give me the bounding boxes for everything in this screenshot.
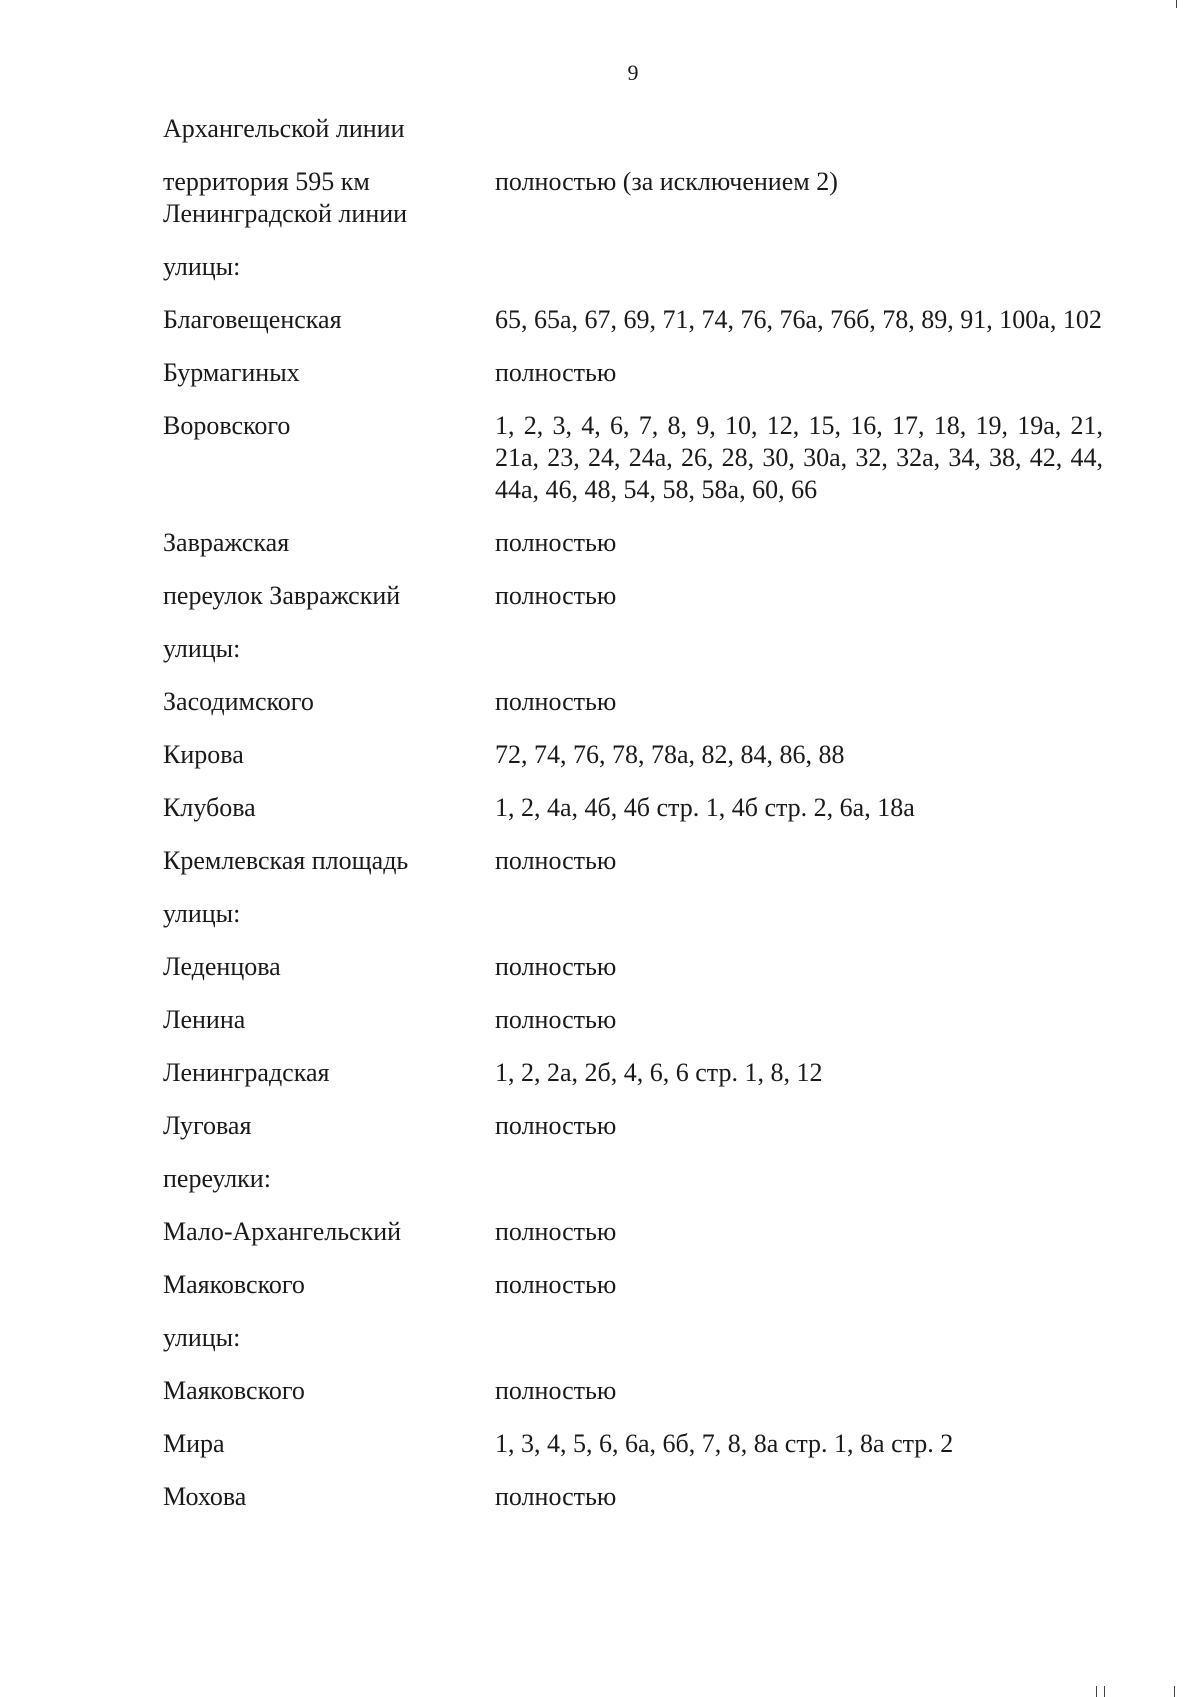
table-row — [163, 1004, 1113, 1036]
row-value: полностью — [495, 1217, 617, 1246]
scan-artifact — [1096, 1686, 1097, 1697]
row-name: Леденцова — [163, 952, 281, 981]
scan-artifact — [1174, 1686, 1175, 1697]
row-value: полностью (за исключением 2) — [495, 167, 838, 196]
row-name: Мало-Архангельский — [163, 1217, 402, 1246]
scan-artifact — [1104, 1686, 1105, 1697]
row-name: улицы: — [163, 899, 241, 928]
table-row — [163, 410, 1113, 506]
page-number: 9 — [627, 60, 639, 85]
table-row — [163, 792, 1113, 824]
row-value: 1, 2, 3, 4, 6, 7, 8, 9, 10, 12, 15, 16, 17, 18, 19, 19а, 21, 21а, 23, 24, 24а, 26, 28, 30, 30а, 32, 32а, 34, 38, 42, 44, 44а, 46, 48, 54, 58, 58а, 60, 66 — [495, 411, 1103, 504]
table-row — [163, 304, 1113, 336]
table-row — [163, 845, 1113, 877]
row-name: Воровского — [163, 411, 291, 440]
row-value — [495, 251, 1103, 283]
table-row — [163, 251, 1113, 283]
row-value: полностью — [495, 1270, 617, 1299]
address-table — [163, 113, 1113, 1534]
row-name: Ленина — [163, 1005, 246, 1034]
row-value — [495, 1322, 1103, 1354]
row-name: Бурмагиных — [163, 358, 300, 387]
row-value: полностью — [495, 846, 617, 875]
row-value: 72, 74, 76, 78, 78а, 82, 84, 86, 88 — [495, 740, 845, 769]
table-row — [163, 739, 1113, 771]
table-row — [163, 1057, 1113, 1089]
table-row — [163, 951, 1113, 983]
row-value: полностью — [495, 528, 617, 557]
row-value: полностью — [495, 1482, 617, 1511]
table-row — [163, 1375, 1113, 1407]
table-row — [163, 113, 1113, 145]
row-value: 65, 65а, 67, 69, 71, 74, 76, 76а, 76б, 78, 89, 91, 100а, 102 — [495, 305, 1102, 334]
row-name: Луговая — [163, 1111, 252, 1140]
row-value: 1, 2, 4а, 4б, 4б стр. 1, 4б стр. 2, 6а, 18а — [495, 793, 915, 822]
table-row — [163, 527, 1113, 559]
table-row — [163, 686, 1113, 718]
scan-artifact — [1176, 0, 1177, 8]
table-row — [163, 1428, 1113, 1460]
row-name: улицы: — [163, 634, 241, 663]
row-name: улицы: — [163, 252, 241, 281]
table-row — [163, 1110, 1113, 1142]
table-row — [163, 580, 1113, 612]
row-value — [495, 633, 1103, 665]
row-name: Мохова — [163, 1482, 247, 1511]
row-name: переулки: — [163, 1164, 271, 1193]
row-name: Маяковского — [163, 1270, 305, 1299]
row-value: полностью — [495, 1111, 617, 1140]
row-name: улицы: — [163, 1323, 241, 1352]
row-name: Маяковского — [163, 1376, 305, 1405]
table-row — [163, 898, 1113, 930]
table-row — [163, 633, 1113, 665]
row-name: Кремлевская площадь — [163, 846, 409, 875]
row-value: полностью — [495, 581, 617, 610]
row-value: полностью — [495, 687, 617, 716]
row-name: Благовещенская — [163, 305, 342, 334]
row-name: Кирова — [163, 740, 244, 769]
table-row — [163, 166, 1113, 230]
table-row — [163, 1216, 1113, 1248]
row-value — [495, 113, 1103, 145]
row-value: полностью — [495, 1376, 617, 1405]
table-row — [163, 1481, 1113, 1513]
row-name: территория 595 км Ленинградской линии — [163, 167, 408, 228]
table-row — [163, 1322, 1113, 1354]
row-value: 1, 2, 2а, 2б, 4, 6, 6 стр. 1, 8, 12 — [495, 1058, 823, 1087]
row-name: Мира — [163, 1429, 225, 1458]
table-row — [163, 1269, 1113, 1301]
row-name: Архангельской линии — [163, 114, 405, 143]
row-name: Завражская — [163, 528, 290, 557]
row-name: переулок Завражский — [163, 581, 401, 610]
row-value — [495, 898, 1103, 930]
row-value — [495, 1163, 1103, 1195]
row-name: Клубова — [163, 793, 256, 822]
row-name: Ленинградская — [163, 1058, 330, 1087]
row-value: 1, 3, 4, 5, 6, 6а, 6б, 7, 8, 8а стр. 1, 8а стр. 2 — [495, 1429, 954, 1458]
table-row — [163, 357, 1113, 389]
table-row — [163, 1163, 1113, 1195]
row-name: Засодимского — [163, 687, 314, 716]
row-value: полностью — [495, 952, 617, 981]
row-value: полностью — [495, 1005, 617, 1034]
row-value: полностью — [495, 358, 617, 387]
